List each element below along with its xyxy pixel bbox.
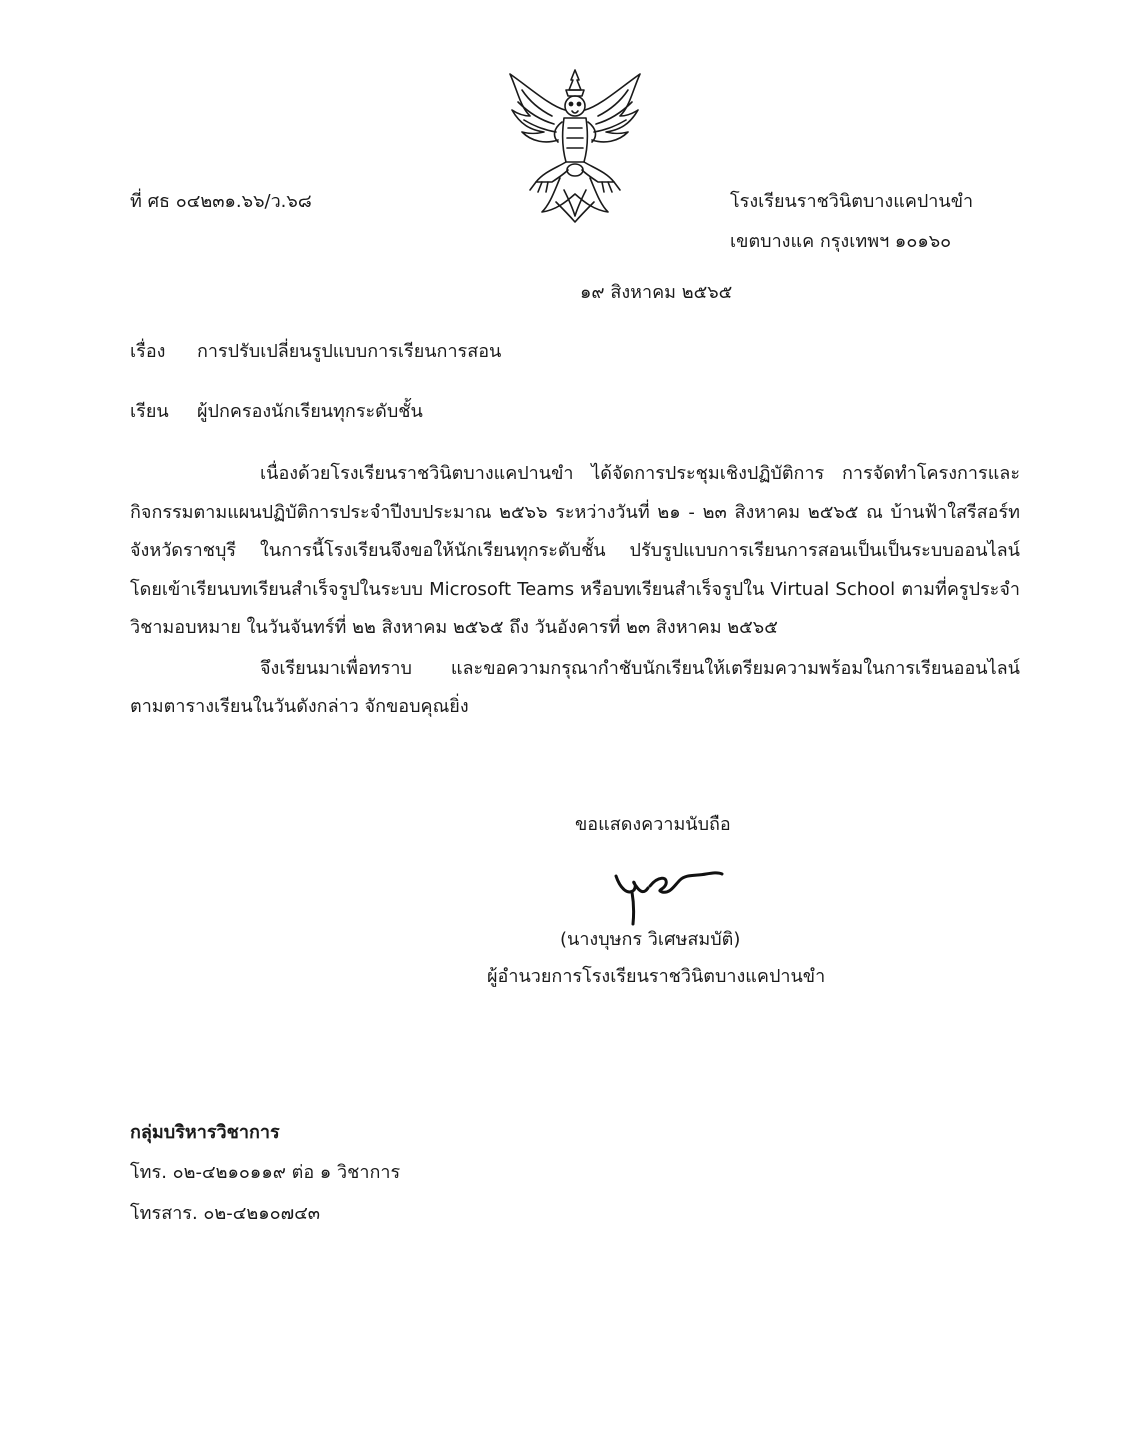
closing-salutation: ขอแสดงความนับถือ <box>575 814 731 835</box>
signatory-name: (นางบุษกร วิเศษสมบัติ) <box>560 929 741 950</box>
handwritten-signature-icon <box>612 866 724 928</box>
department-name: กลุ่มบริหารวิชาการ <box>130 1122 280 1143</box>
subject-label: เรื่อง <box>130 341 166 362</box>
contact-fax: โทรสาร. ๐๒-๔๒๑๐๗๔๓ <box>130 1203 321 1224</box>
school-address: เขตบางแค กรุงเทพฯ ๑๐๑๖๐ <box>730 231 952 252</box>
contact-phone: โทร. ๐๒-๔๒๑๐๑๑๙ ต่อ ๑ วิชาการ <box>130 1162 401 1183</box>
garuda-emblem-icon <box>500 66 650 226</box>
letter-date: ๑๙ สิงหาคม ๒๕๖๕ <box>580 282 733 303</box>
signatory-title: ผู้อำนวยการโรงเรียนราชวินิตบางแคปานขำ <box>487 966 826 987</box>
reference-number: ที่ ศธ ๐๔๒๓๑.๖๖/ว.๖๘ <box>130 191 312 212</box>
school-name: โรงเรียนราชวินิตบางแคปานขำ <box>730 191 974 212</box>
subject-value: การปรับเปลี่ยนรูปแบบการเรียนการสอน <box>197 341 502 362</box>
recipient-label: เรียน <box>130 401 169 422</box>
body-paragraph-2: จึงเรียนมาเพื่อทราบ และขอความกรุณากำชับนักเรียนให้เตรียมความพร้อมในการเรียนออนไลน์ตามตารางเรียนในวันดังกล่าว จักขอบคุณยิ่ง <box>130 657 1020 717</box>
letter-body <box>130 455 1020 727</box>
body-paragraph-1: เนื่องด้วยโรงเรียนราชวินิตบางแคปานขำ ได้จัดการประชุมเชิงปฏิบัติการ การจัดทำโครงการและกิจกรรมตามแผนปฏิบัติการประจำปีงบประมาณ ๒๕๖๖ ระหว่างวันที่ ๒๑ - ๒๓ สิงหาคม ๒๕๖๕ ณ บ้านฟ้าใสรีสอร์ท จังหวัดราชบุรี ในการนี้โรงเรียนจึงขอให้นักเรียนทุกระดับชั้น ปรับรูปแบบการเรียนการสอนเป็นเป็นระบบออนไลน์ โดยเข้าเรียนบทเรียนสำเร็จรูปในระบบ Microsoft Teams หรือบทเรียนสำเร็จรูปใน Virtual School ตามที่ครูประจำวิชามอบหมาย ในวันจันทร์ที่ ๒๒ สิงหาคม ๒๕๖๕ ถึง วันอังคารที่ ๒๓ สิงหาคม ๒๕๖๕ <box>130 463 1020 638</box>
recipient-value: ผู้ปกครองนักเรียนทุกระดับชั้น <box>197 401 423 422</box>
